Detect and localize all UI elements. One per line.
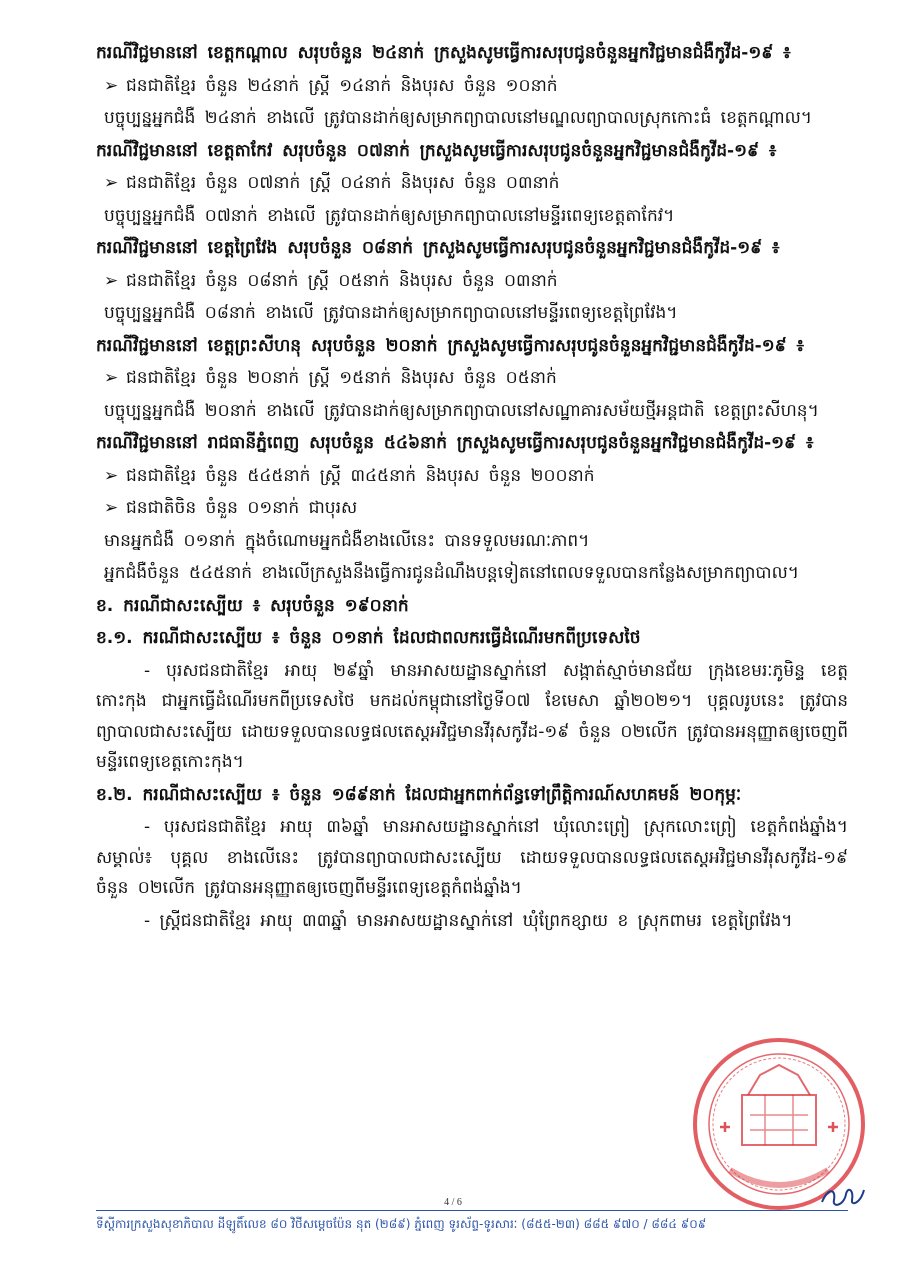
page-number: 4 / 6 (444, 1197, 462, 1208)
takeo-bullet: ជនជាតិខ្មែរ ចំនួន ០៧នាក់ ស្ត្រី ០៤នាក់ និងបុរស ចំនួន ០៣នាក់ (126, 173, 560, 193)
takeo-status: បច្ចុប្បន្នអ្នកជំងឺ ០៧នាក់ ខាងលើ ត្រូវបានដាក់ឲ្យសម្រាកព្យាបាលនៅមន្ទីរពេទ្យខេត្តតាកែវ។ (104, 205, 675, 226)
document-body (96, 38, 848, 938)
case-phnompenh-header: ករណីវិជ្ជមាននៅ រាជធានីភ្នំពេញ សរុបចំនួន ៥៤៦នាក់ ក្រសួងសូមធ្វើការសរុបជូនចំនួនអ្នកវិជ្ជមានជំងឺកូវីដ-១៩ ៖ (96, 433, 814, 453)
sihanouk-bullet: ជនជាតិខ្មែរ ចំនួន ២០នាក់ ស្ត្រី ១៥នាក់ និងបុរស ចំនួន ០៥នាក់ (126, 368, 557, 388)
kandal-bullet: ជនជាតិខ្មែរ ចំនួន ២៤នាក់ ស្ត្រី ១៤នាក់ និងបុរស ចំនួន ១០នាក់ (126, 75, 558, 96)
arrow-bullet-icon: ➢ (104, 270, 119, 291)
case-kandal-header: ករណីវិជ្ជមាននៅ ខេត្តកណ្តាល សរុបចំនួន ២៤នាក់ ក្រសួងសូមធ្វើការសរុបជូនចំនួនអ្នកវិជ្ជមានជំងឺកូវីដ-១៩ ៖ (96, 43, 791, 63)
phnompenh-status: អ្នកជំងឺចំនួន ៥៤៥នាក់ ខាងលើក្រសួងនឹងធ្វើការជូនដំណឹងបន្តទៀតនៅពេលទទួលបានកន្លែងសម្រាកព្យាបាល។ (104, 563, 799, 583)
list-item (96, 266, 848, 297)
list-item (96, 493, 848, 524)
list-item (96, 71, 848, 102)
list-item (96, 363, 848, 394)
recovered-2-text-2: - ស្ត្រីជនជាតិខ្មែរ អាយុ ៣៣ឆ្នាំ មានអាសយដ្ឋានស្នាក់នៅ ឃុំព្រែកខ្សាយ ខ ស្រុកពាមរ ខេត្តព្រៃវែង។ (144, 910, 793, 931)
sihanouk-status: បច្ចុប្បន្នអ្នកជំងឺ ២០នាក់ ខាងលើ ត្រូវបានដាក់ឲ្យសម្រាកព្យាបាលនៅសណ្ឋាគារសម័យថ្មីអន្តជាតិ ខេត្តព្រះសីហនុ។ (104, 400, 819, 421)
phnompenh-bullet-chinese: ជនជាតិចិន ចំនួន ០១នាក់ ជាបុរស (126, 498, 358, 518)
recovered-2-text-1: - បុរសជនជាតិខ្មែរ អាយុ ៣៦ឆ្នាំ មានអាសយដ្ឋានស្នាក់នៅ ឃុំលោះព្រៀ ស្រុកលោះព្រៀ ខេត្តកំពង់ឆ្នាំង។ សម្គាល់៖ បុគ្គល ខាងលើនេះ ត្រូវបានព្យាបាលជាសះស្បើយ ដោយទទួលបានលទ្ធផលតេស្តអវិជ្ជមានវីរុសកូវីដ-១៩ ចំនួន ០២លើក ត្រូវបានអនុញ្ញាតឲ្យចេញពីមន្ទីរពេទ្យខេត្តកំពង់ឆ្នាំង។ (96, 817, 848, 898)
footer-divider (96, 1210, 848, 1211)
case-preyveng-header: ករណីវិជ្ជមាននៅ ខេត្តព្រៃវែង សរុបចំនួន ០៨នាក់ ក្រសួងសូមធ្វើការសរុបជូនចំនួនអ្នកវិជ្ជមានជំងឺកូវីដ-១៩ ៖ (96, 238, 780, 258)
preyveng-bullet: ជនជាតិខ្មែរ ចំនួន ០៨នាក់ ស្ត្រី ០៥នាក់ និងបុរស ចំនួន ០៣នាក់ (126, 270, 558, 291)
arrow-bullet-icon: ➢ (104, 498, 119, 518)
arrow-bullet-icon: ➢ (104, 173, 119, 193)
section-recovered-1-title: ខ.១. ករណីជាសះស្បើយ ៖ ចំនួន ០១នាក់ ដែលជាពលករធ្វើដំណើរមកពីប្រទេសថៃ (96, 628, 641, 648)
case-takeo-header: ករណីវិជ្ជមាននៅ ខេត្តតាកែវ សរុបចំនួន ០៧នាក់ ក្រសួងសូមធ្វើការសរុបជូនចំនួនអ្នកវិជ្ជមានជំងឺកូវីដ-១៩ ៖ (96, 140, 777, 161)
preyveng-status: បច្ចុប្បន្នអ្នកជំងឺ ០៨នាក់ ខាងលើ ត្រូវបានដាក់ឲ្យសម្រាកព្យាបាលនៅមន្ទីរពេទ្យខេត្តព្រៃវែង។ (104, 303, 678, 323)
list-item (96, 168, 848, 199)
arrow-bullet-icon: ➢ (104, 368, 119, 388)
arrow-bullet-icon: ➢ (104, 465, 119, 486)
footer-address: ទីស្តីការក្រសួងសុខាភិបាល ដីឡូតិ៍លេខ ៨០ វិថីសម្តេចប៉ែន នុត (២៨៩) ភ្នំពេញ ទូរស័ព្ទ-ទូរសារៈ (៨៥៥-២៣) ៨៨៥ ៩៧០ / ៨៨៤ ៩០៩ (96, 1217, 707, 1231)
kandal-status: បច្ចុប្បន្នអ្នកជំងឺ ២៤នាក់ ខាងលើ ត្រូវបានដាក់ឲ្យសម្រាកព្យាបាលនៅមណ្ឌលព្យាបាលស្រុកកោះធំ ខេត្តកណ្តាល។ (104, 108, 812, 128)
arrow-bullet-icon: ➢ (104, 75, 119, 96)
section-recovered-2-title: ខ.២. ករណីជាសះស្បើយ ៖ ចំនួន ១៨៩នាក់ ដែលជាអ្នកពាក់ព័ន្ធទៅព្រឹត្តិការណ៍សហគមន៍ ២០កុម្ភៈ (96, 784, 742, 805)
section-recovered-title: ខ. ករណីជាសះស្បើយ ៖ សរុបចំនួន ១៩០នាក់ (96, 595, 409, 616)
case-sihanouk-header: ករណីវិជ្ជមាននៅ ខេត្តព្រះសីហនុ សរុបចំនួន ២០នាក់ ក្រសួងសូមធ្វើការសរុបជូនចំនួនអ្នកវិជ្ជមានជំងឺកូវីដ-១៩ ៖ (96, 335, 805, 356)
recovered-1-text: - បុរសជនជាតិខ្មែរ អាយុ ២៩ឆ្នាំ មានអាសយដ្ឋានស្នាក់នៅ សង្កាត់ស្មាច់មានជ័យ ក្រុងខេមរៈភូមិន្ទ ខេត្តកោះកុង ជាអ្នកធ្វើដំណើរមកពីប្រទេសថៃ មកដល់កម្ពុជានៅថ្ងៃទី០៧ ខែមេសា ឆ្នាំ២០២១។ បុគ្គលរូបនេះ ត្រូវបានព្យាបាលជាសះស្បើយ ដោយទទួលបានលទ្ធផលតេស្តអវិជ្ជមានវីរុសកូវីដ-១៩ ចំនួន ០២លើក ត្រូវបានអនុញ្ញាតឲ្យចេញពីមន្ទីរពេទ្យខេត្តកោះកុង។ (96, 660, 848, 772)
list-item (96, 461, 848, 492)
phnompenh-bullet-khmer: ជនជាតិខ្មែរ ចំនួន ៥៤៥នាក់ ស្ត្រី ៣៤៥នាក់ និងបុរស ចំនួន ២០០នាក់ (126, 465, 595, 486)
phnompenh-death: មានអ្នកជំងឺ ០១នាក់ ក្នុងចំណោមអ្នកជំងឺខាងលើនេះ បានទទួលមរណៈភាព។ (104, 530, 590, 551)
